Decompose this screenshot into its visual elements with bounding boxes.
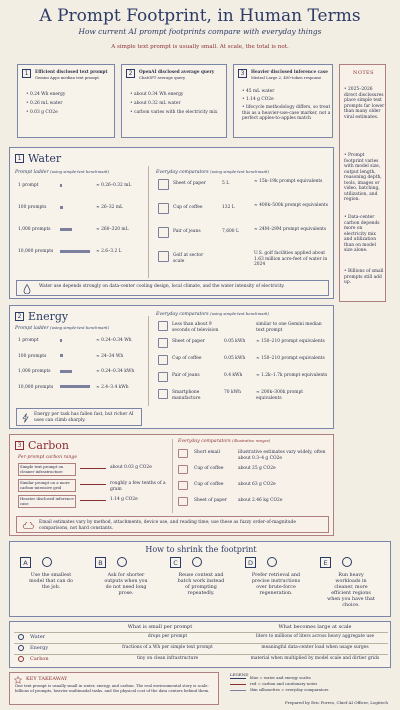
carbon-range-label: Simple text prompt on cleaner infrastructure: [18, 463, 76, 476]
ladder-row-value: ≈ 2.4–3.4 kWh: [96, 384, 129, 390]
ladder-bar: [60, 228, 72, 231]
summary-row-large: meaningful data-center load when usage surges: [261, 645, 369, 650]
summary-table: [9, 621, 391, 668]
shrink-letter: A: [20, 557, 31, 568]
jeans-icon: [158, 227, 169, 238]
page-title: A Prompt Footprint, in Human Terms: [39, 6, 361, 26]
ladder-row-value: ≈ 260–320 mL: [96, 227, 129, 232]
comparator-equivalent: ≈ 150–210 prompt equivalents: [256, 339, 325, 344]
comparator-name: Sheet of paper: [194, 498, 227, 503]
ladder-row-value: ≈ 2.6–3.2 L: [96, 249, 122, 254]
section-number: 1: [15, 154, 24, 163]
shrink-text: Use the smallest model that can do the job.: [29, 573, 73, 590]
top-box-number: 1: [22, 69, 31, 78]
scissors-icon: [117, 557, 127, 567]
jeans-icon: [158, 372, 168, 382]
notes-item: • 2025–2026 direct disclosures place simple text prompts far lower than many older viral estimates.: [344, 87, 385, 120]
ladder-label: Prompt ladder (using simple-text benchmark): [15, 169, 110, 175]
coffee-cup-icon: [178, 481, 188, 490]
shrink-text: Prefer retrieval and precise instructions over brute-force regeneration.: [251, 573, 301, 596]
coffee-cup-icon: [158, 355, 168, 365]
legend-title: LEGEND: [230, 672, 249, 677]
comparator-name: Smartphone manufacture: [172, 390, 201, 401]
comparator-equivalent: similar to one Gemini median text prompt: [256, 322, 322, 333]
notes-panel: [339, 64, 386, 302]
section-title: Carbon: [28, 439, 69, 452]
comparator-amount: 132 L: [222, 205, 235, 210]
comparator-value: about 25 g CO2e: [238, 466, 276, 471]
top-box-heading: Efficient disclosed text prompt: [35, 69, 108, 74]
comparator-amount: 0.05 kWh: [224, 339, 246, 344]
energy-section: [9, 305, 334, 429]
top-box-heading: Heavier disclosed inference case: [251, 69, 328, 74]
section-number: 3: [15, 441, 24, 450]
comparator-name: Pair of jeans: [172, 373, 200, 378]
section-title: Energy: [28, 310, 69, 323]
energy-footer: [16, 408, 142, 426]
top-box-line: • 0.03 g CO2e: [26, 110, 58, 116]
comparator-amount: 70 kWh: [224, 390, 241, 395]
ladder-row-label: 100 prompts: [18, 205, 47, 210]
comparator-amount: 7,600 L: [222, 229, 239, 234]
ladder-bar: [60, 370, 72, 373]
ladder-bar: [60, 184, 62, 187]
takeaway-box: [9, 672, 219, 705]
top-box-line: • carbon varies with the electricity mix: [130, 110, 224, 116]
ladder-bar: [60, 250, 90, 253]
shrink-letter: D: [245, 557, 256, 568]
comparator-value: about 2.46 kg CO2e: [238, 498, 283, 503]
notes-title: NOTES: [353, 70, 374, 76]
ladder-row-label: 100 prompts: [18, 353, 47, 359]
shrink-text: Run heavy workloads in cleaner, more efficient regions when you have that choice.: [327, 573, 375, 608]
water-drop-icon: [18, 634, 24, 640]
shrink-title: How to shrink the footprint: [145, 545, 257, 554]
ladder-bar: [60, 385, 90, 388]
range-arrow: [80, 468, 106, 469]
comparator-equivalent: U.S. golf facilities applied about 1.63 million acre-feet of water in 2024: [254, 251, 328, 267]
top-box-heading: OpenAI disclosed average query: [139, 69, 215, 74]
comparator-amount: 0.4 kWh: [224, 373, 243, 378]
comparator-name: Golf at sector scale: [173, 253, 204, 264]
shrink-letter: C: [170, 557, 181, 568]
ladder-row-label: 10,000 prompts: [18, 384, 54, 390]
paper-sheet-icon: [158, 179, 169, 190]
water-section: [9, 147, 334, 299]
shrink-letter: E: [320, 557, 331, 568]
paper-sheet-icon: [178, 497, 188, 506]
ladder-row-value: ≈ 0.24–0.34 kWh: [96, 369, 135, 374]
comparator-name: Sheet of paper: [173, 181, 206, 186]
takeaway-text: One text prompt is usually small in water, energy, and carbon. The real environmental story is scale: billions of prompts, heavier multimodal tasks, and the physical cost of the data centers behind them.: [15, 683, 210, 693]
summary-row-name: Energy: [30, 645, 49, 651]
ladder-row-label: 1 prompt: [18, 338, 39, 343]
comparator-name: Pair of jeans: [173, 229, 201, 234]
summary-row-large: material when multiplied by model scale and dirtier grids: [250, 656, 380, 661]
summary-row-small: tiny on clean infrastructure: [136, 656, 199, 661]
ladder-row-value: ≈ 0.24–0.34 Wh: [96, 338, 132, 343]
smartphone-icon: [158, 389, 168, 399]
carbon-footer: [16, 516, 329, 533]
summary-row-small: fractions of a Wh per simple text prompt: [122, 645, 213, 650]
paper-sheet-icon: [158, 338, 168, 348]
carbon-range-value: 1.14 g CO2e: [110, 497, 138, 502]
section-title: Water: [28, 152, 62, 165]
comparator-equivalent: ≈ 150–210 prompt equivalents: [256, 356, 325, 361]
top-box-line: • about 0.32 mL water: [130, 101, 181, 107]
ladder-row-label: 10,000 prompts: [18, 249, 54, 254]
comparator-name: Less than about 9 seconds of television: [172, 322, 219, 333]
ladder-bar: [60, 354, 63, 357]
summary-col-header: What is small per prompt: [127, 624, 193, 630]
golf-flag-icon: [158, 251, 169, 262]
ladder-row-value: ≈ 0.26–0.32 mL: [96, 183, 132, 188]
ladder-bar: [60, 206, 63, 209]
top-box-number: 2: [126, 69, 135, 78]
top-box-3: [233, 64, 333, 138]
comparator-name: Cup of coffee: [172, 356, 202, 361]
footer-text: Energy per task has fallen fast, but richer AI uses can climb sharply.: [34, 412, 134, 423]
comparator-label: Everyday comparators (using simple-text benchmark): [156, 311, 270, 317]
footer-text: Email estimates vary by method, attachments, device use, and reading time; use these as fuzzy order-of-magnitude comparisons, not hard constants.: [39, 520, 296, 531]
ladder-row-value: ≈ 26–32 mL: [96, 205, 123, 210]
comparator-name: Cup of coffee: [194, 466, 224, 471]
summary-col-header: What becomes large at scale: [278, 624, 352, 630]
ladder-bar: [60, 339, 62, 342]
coffee-cup-icon: [178, 465, 188, 474]
comparator-equivalent: ≈ 15k–19k prompt equivalents: [254, 179, 323, 184]
top-box-number: 3: [238, 69, 247, 78]
comparator-name: Short email: [194, 450, 220, 455]
range-arrow: [80, 500, 106, 501]
water-footer: [16, 280, 329, 296]
section-number: 2: [15, 312, 24, 321]
top-box-line: • 1.14 g CO2e: [242, 97, 274, 103]
cloud-icon: [22, 522, 34, 529]
search-icon: [267, 557, 277, 567]
ladder-row-label: 1,000 prompts: [18, 369, 51, 374]
takeaway-title: KEY TAKEAWAY: [26, 676, 68, 682]
carbon-section: [9, 434, 334, 536]
comparator-label: Everyday comparators (using simple-text benchmark): [156, 169, 270, 175]
ladder-row-label: 1,000 prompts: [18, 227, 51, 232]
legend-item: red = carbon and cautionary notes: [250, 681, 318, 686]
summary-row-name: Water: [30, 634, 46, 640]
shrink-letter: B: [95, 557, 106, 568]
summary-row-large: liters to millions of liters across heavy aggregate use: [255, 634, 375, 639]
comparator-amount: 5 L: [222, 181, 230, 186]
carbon-range-label: Heavier disclosed inference case: [18, 495, 76, 508]
shrink-section: [9, 541, 391, 617]
top-box-1: [17, 64, 115, 138]
summary-row-name: Carbon: [30, 656, 49, 662]
top-box-2: [121, 64, 227, 138]
legend-item: thin silhouettes = everyday comparators: [250, 687, 329, 692]
top-box-line: • 45 mL water: [242, 89, 274, 95]
target-icon: [42, 557, 52, 567]
comparator-name: Cup of coffee: [173, 205, 203, 210]
top-box-line: • 0.24 Wh energy: [26, 92, 65, 98]
credit-line: Prepared by Eric Porres, Chief AI Officer, Logitech: [285, 700, 388, 705]
summary-row-small: drops per prompt: [147, 634, 188, 639]
shrink-text: Reuse context and batch work instead of prompting repeatedly.: [177, 573, 225, 596]
notes-item: • Data-center carbon depends more on electricity mix and utilization than on model size alone.: [344, 215, 385, 254]
coffee-cup-icon: [158, 203, 169, 214]
top-box-line: • about 0.34 Wh energy: [130, 92, 183, 98]
range-arrow: [80, 484, 106, 485]
legend-item: blue = water and energy scales: [250, 675, 311, 680]
comparator-equivalent: ≈ 400k–500k prompt equivalents: [254, 203, 329, 208]
top-box-subheading: Mistral Large 2, 400-token response: [251, 75, 322, 80]
top-box-subheading: ChatGPT average query: [139, 75, 186, 80]
comparator-value: about 63 g CO2e: [238, 482, 276, 487]
carbon-range-value: about 0.03 g CO2e: [110, 465, 152, 470]
ladder-row-value: ≈ 24–34 Wh: [96, 353, 124, 359]
comparator-name: Sheet of paper: [172, 339, 205, 344]
layers-icon: [192, 557, 202, 567]
television-icon: [158, 321, 168, 331]
notes-item: • Prompt footprint varies with model size, output length, reasoning depth, tools, images or video, batching, utilization, and region.: [344, 153, 385, 203]
page-subtitle: How current AI prompt footprints compare with everyday things: [78, 27, 322, 36]
email-icon: [178, 449, 188, 458]
top-box-line: • 0.26 mL water: [26, 101, 62, 107]
comparator-equivalent: ≈ 200k–300k prompt equivalents: [256, 390, 304, 401]
comparator-equivalent: ≈ 24M–29M prompt equivalents: [254, 227, 327, 232]
carbon-range-value: roughly a few tenths of a gram: [110, 481, 166, 492]
top-box-subheading: Gemini Apps median text prompt: [35, 75, 99, 80]
lightning-icon: [22, 413, 29, 423]
cloud-icon: [18, 656, 24, 662]
lightning-icon: [18, 645, 24, 651]
comparator-name: Cup of coffee: [194, 482, 224, 487]
ladder-label: Prompt ladder (using simple-text benchmark): [15, 325, 110, 331]
legend: [228, 672, 388, 696]
footer-text: Water use depends strongly on data-center cooling design, local climate, and the water intensity of electricity.: [39, 284, 285, 289]
water-drop-icon: [23, 284, 31, 294]
shrink-text: Ask for shorter outputs when you do not need long prose.: [104, 573, 148, 596]
top-box-line: • lifecycle methodology differs, so treat this as a heavier-use-case marker, not a perfect apples-to-apples match: [242, 105, 332, 122]
page-tagline: A simple text prompt is usually small. At scale, the total is not.: [111, 44, 289, 50]
notes-item: • Billions of small prompts still add up.: [344, 269, 385, 286]
comparator-label: Everyday comparators (illustrative ranges): [178, 438, 271, 444]
ladder-row-label: 1 prompt: [18, 183, 39, 188]
comparator-value: illustrative estimates vary widely, often about 0.3–4 g CO2e: [238, 450, 326, 461]
leaf-icon: [342, 557, 352, 567]
comparator-equivalent: ≈ 1.2k–1.7k prompt equivalents: [256, 373, 328, 378]
comparator-amount: 0.05 kWh: [224, 356, 246, 361]
carbon-range-label: Similar prompt on a more carbon-intensive grid: [18, 479, 76, 492]
range-label: Per-prompt carbon range: [18, 455, 78, 460]
